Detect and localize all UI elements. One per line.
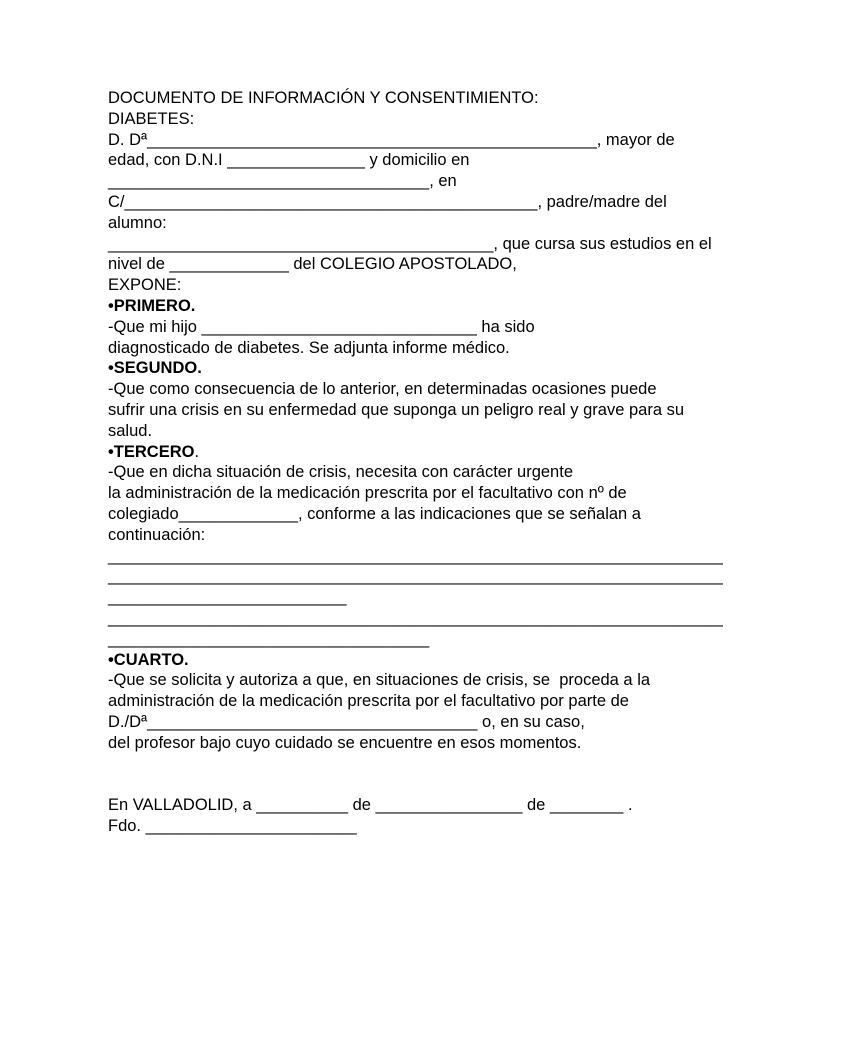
expone-line: [108, 275, 830, 296]
doc-title: DOCUMENTO DE INFORMACIÓN Y CONSENTIMIENTO:: [108, 89, 539, 107]
doc-text: sufrir una crisis en su enfermedad que suponga un peligro real y grave para su: [108, 400, 685, 419]
blank-field: ___________________________________________________________________: [108, 546, 723, 565]
doc-text: ha sido: [476, 317, 535, 336]
doc-text: la administración de la medicación prescrita por el facultativo con nº de: [108, 484, 627, 503]
section-heading: •PRIMERO.: [108, 296, 196, 315]
section-segundo-line: [108, 358, 830, 379]
parent-name-line: [108, 130, 830, 151]
doc-text: .: [623, 796, 633, 815]
cuarto-body-line: [108, 691, 830, 712]
doc-text: del profesor bajo cuyo cuidado se encuentre en esos momentos.: [108, 733, 582, 752]
doc-text: C/: [108, 192, 125, 211]
signature-line: [108, 816, 830, 837]
section-tercero-line: [108, 442, 830, 463]
doc-text: , conforme a las indicaciones que se señalan a: [297, 504, 641, 523]
doc-text: , padre/madre del: [537, 192, 667, 211]
cuarto-body-line: [108, 733, 830, 754]
blank-field: ___________________________________: [108, 172, 430, 191]
doc-text: salud.: [108, 421, 153, 440]
blank-field: _______________: [227, 151, 365, 170]
blank-field: __________________________________________: [108, 234, 494, 253]
tercero-body-line: [108, 462, 830, 483]
blank-field: ________: [549, 796, 624, 815]
section-heading: •SEGUNDO.: [108, 359, 202, 378]
tercero-body-line: [108, 504, 830, 525]
doc-text: colegiado: [108, 504, 179, 523]
blank-field: _______________________: [145, 816, 357, 835]
blank-field: __________________________: [108, 588, 347, 607]
doc-text: administración de la medicación prescrita por el facultativo por parte de: [108, 692, 629, 711]
doc-subtitle: DIABETES:: [108, 109, 195, 128]
doc-text: Fdo.: [108, 816, 146, 835]
doc-text: .: [194, 442, 200, 461]
doc-text: de: [348, 796, 376, 815]
segundo-body-line: [108, 379, 830, 400]
student-label-line: [108, 213, 830, 234]
doc-text: -Que se solicita y autoriza a que, en situaciones de crisis, se proceda a la: [108, 671, 651, 690]
blank-field: ______________________________: [201, 317, 477, 336]
blank-field: ___________________________________________________________________: [108, 608, 723, 627]
section-heading: •TERCERO: [108, 442, 195, 461]
blank-field: _____________: [178, 504, 298, 523]
blank-field: ___________________________________: [108, 629, 430, 648]
cuarto-body-line: [108, 670, 830, 691]
subtitle-line: [108, 109, 830, 130]
doc-text: alumno:: [108, 213, 167, 232]
tercero-body-line: [108, 525, 830, 546]
doc-text: diagnosticado de diabetes. Se adjunta informe médico.: [108, 338, 510, 357]
spacer-line: [108, 754, 830, 775]
primero-body-line: [108, 338, 830, 359]
doc-text: , mayor de: [596, 130, 675, 149]
write-in-line: [108, 608, 830, 629]
write-in-line: [108, 587, 830, 608]
blank-field: ____________________________________: [147, 712, 478, 731]
doc-text: continuación:: [108, 525, 206, 544]
doc-text: y domicilio en: [364, 151, 470, 170]
doc-text: EXPONE:: [108, 276, 182, 295]
doc-text: D. Dª: [108, 130, 148, 149]
write-in-line: [108, 546, 830, 567]
section-heading: •CUARTO.: [108, 650, 189, 669]
doc-text: En VALLADOLID, a: [108, 796, 257, 815]
doc-text: D./Dª: [108, 712, 148, 731]
blank-field: _________________________________________________: [147, 130, 597, 149]
doc-text: , en: [429, 172, 457, 191]
blank-field: _____________________________________________: [124, 192, 538, 211]
doc-text: nivel de: [108, 255, 170, 274]
street-line: [108, 192, 830, 213]
doc-text: , que cursa sus estudios en el: [493, 234, 712, 253]
authorized-person-line: [108, 712, 830, 733]
level-line: [108, 254, 830, 275]
doc-text: de: [522, 796, 550, 815]
write-in-line: [108, 629, 830, 650]
date-line: [108, 795, 830, 816]
section-cuarto-line: [108, 650, 830, 671]
section-primero-line: [108, 296, 830, 317]
doc-text: edad, con D.N.I: [108, 151, 228, 170]
blank-field: ___________________________________________________________________: [108, 567, 723, 586]
blank-field: _____________: [169, 255, 289, 274]
dni-line: [108, 150, 830, 171]
doc-text: -Que en dicha situación de crisis, necesita con carácter urgente: [108, 463, 573, 482]
blank-field: ________________: [375, 796, 523, 815]
write-in-line: [108, 566, 830, 587]
doc-text: -Que mi hijo: [108, 317, 202, 336]
doc-text: del COLEGIO APOSTOLADO,: [288, 255, 517, 274]
student-name-line: [108, 234, 830, 255]
doc-text: -Que como consecuencia de lo anterior, en determinadas ocasiones puede: [108, 380, 657, 399]
spacer-line: [108, 774, 830, 795]
blank-field: __________: [256, 796, 349, 815]
tercero-body-line: [108, 483, 830, 504]
title-line: [108, 88, 830, 109]
segundo-body-line: [108, 400, 830, 421]
primero-body-line: [108, 317, 830, 338]
city-line: [108, 171, 830, 192]
doc-text: o, en su caso,: [477, 712, 585, 731]
segundo-body-line: [108, 421, 830, 442]
